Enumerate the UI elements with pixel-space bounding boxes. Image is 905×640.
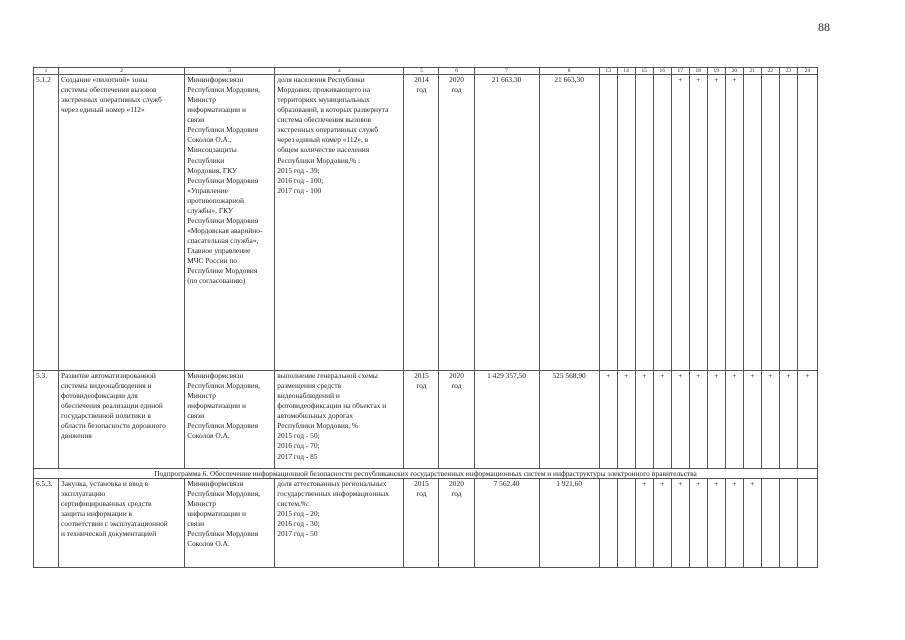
mark-cell — [797, 479, 817, 568]
executor: Мининформсвязи Республики Мордовия, Министр информатизации и связи Республики Мордовия Соколов О.А. — [187, 371, 260, 441]
subprogram-row — [34, 469, 818, 479]
mark-cell: + — [725, 479, 743, 568]
mark-cell: + — [689, 371, 707, 469]
subprogram-heading: Подпрограмма 6. Обеспечение информационной безопасности республиканских государственных информационных систем и инфраструктуры электронного правительства — [34, 469, 818, 479]
mark-cell: + — [635, 371, 653, 469]
mark-cell: + — [653, 371, 671, 469]
start-year: 2015 год — [414, 479, 429, 499]
measure-name: Развитие автоматизированной системы видеонаблюдения и фотовидеофиксации для обеспечения реализации единой государственной политики в области безопасности дорожного движения — [61, 371, 166, 441]
column-number: 18 — [689, 68, 707, 75]
column-number: 3 — [185, 68, 275, 75]
mark-cell — [599, 479, 617, 568]
column-number: 2 — [59, 68, 185, 75]
indicator: выполнение генеральной схемы размещения средств видеонаблюдений и фотовидеофиксации на объектах и автомобильных дорогах Республики Мордовия, % 2015 год - 50; 2016 год - 70; 2017 год - 85 — [277, 371, 387, 461]
page-number: 88 — [818, 20, 830, 34]
end-year: 2020 год — [449, 75, 464, 95]
column-number: 24 — [797, 68, 817, 75]
column-number: 16 — [653, 68, 671, 75]
table-row — [34, 371, 818, 469]
mark-cell: + — [635, 479, 653, 568]
mark-cell: + — [779, 371, 797, 469]
mark-cell: + — [653, 479, 671, 568]
mark-cell — [761, 479, 779, 568]
budget-funding: 1 921,60 — [539, 479, 599, 568]
budget-funding: 21 663,30 — [539, 75, 599, 371]
program-table — [33, 67, 818, 568]
start-year: 2015 год — [414, 371, 429, 391]
mark-cell: + — [671, 371, 689, 469]
indicator: доля населения Республики Мордовия, проживающего на территориях муниципальных образований, в которых развернута система обеспечения вызовов экстренных оперативных служб через единый номер «112», в общем количестве населения Республики Мордовия,% : 2015 год - 39; 2016 год - 100; 2017 год - 100 — [277, 75, 389, 195]
mark-cell: + — [689, 479, 707, 568]
mark-cell — [635, 75, 653, 371]
mark-cell — [617, 479, 635, 568]
column-number: 15 — [635, 68, 653, 75]
executor: Мининформсвязи Республики Мордовия, Министр информатизации и связи Республики Мордовия Соколов О.А. — [187, 479, 260, 549]
mark-cell: + — [689, 75, 707, 371]
column-number: 4 — [275, 68, 404, 75]
mark-cell: + — [725, 371, 743, 469]
mark-cell — [779, 75, 797, 371]
mark-cell: + — [599, 371, 617, 469]
indicator: доля аттестованных региональных государственных информационных систем,%: 2015 год - 20; 2016 год - 30; 2017 год - 50 — [277, 479, 389, 539]
mark-cell: + — [671, 479, 689, 568]
mark-cell: + — [707, 75, 725, 371]
mark-cell — [779, 479, 797, 568]
mark-cell — [599, 75, 617, 371]
column-number: 23 — [779, 68, 797, 75]
end-year: 2020 год — [449, 479, 464, 499]
budget-funding: 525 568,90 — [539, 371, 599, 469]
mark-cell — [617, 75, 635, 371]
column-number: 17 — [671, 68, 689, 75]
column-number: 5 — [404, 68, 439, 75]
mark-cell: + — [707, 371, 725, 469]
mark-cell: + — [725, 75, 743, 371]
end-year: 2020 год — [449, 371, 464, 391]
mark-cell — [743, 75, 761, 371]
column-number: 14 — [617, 68, 635, 75]
mark-cell: + — [761, 371, 779, 469]
mark-cell: + — [743, 371, 761, 469]
total-funding: 1 429 357,50 — [474, 371, 539, 469]
row-number: 6.5.3. — [34, 479, 59, 568]
table-row — [34, 75, 818, 371]
column-number: 1 — [34, 68, 59, 75]
column-number: 19 — [707, 68, 725, 75]
mark-cell: + — [617, 371, 635, 469]
measure-name: Создание «пилотной» зоны системы обеспечения вызовов экстренных оперативных служб через единый номер «112» — [61, 75, 162, 115]
mark-cell: + — [671, 75, 689, 371]
row-number: 5.1.2 — [34, 75, 59, 371]
mark-cell — [761, 75, 779, 371]
measure-name: Закупка, установка и ввод в эксплуатацию сертифицированных средств защиты информации в соответствии с эксплуатационной и технической документацией — [61, 479, 168, 539]
mark-cell: + — [707, 479, 725, 568]
column-number-row — [34, 68, 818, 75]
total-funding: 7 562,40 — [474, 479, 539, 568]
column-number: 6 — [439, 68, 474, 75]
table-row — [34, 479, 818, 568]
column-number: 22 — [761, 68, 779, 75]
mark-cell: + — [797, 371, 817, 469]
column-number: 8 — [539, 68, 599, 75]
row-number: 5.3. — [34, 371, 59, 469]
mark-cell — [653, 75, 671, 371]
total-funding: 21 663,30 — [474, 75, 539, 371]
column-number: 13 — [599, 68, 617, 75]
column-number: 21 — [743, 68, 761, 75]
column-number: 7 — [474, 68, 539, 75]
mark-cell: + — [743, 479, 761, 568]
mark-cell — [797, 75, 817, 371]
start-year: 2014 год — [414, 75, 429, 95]
column-number: 20 — [725, 68, 743, 75]
executor: Мининформсвязи Республики Мордовия, Министр информатизации и связи Республики Мордовия Соколов О.А., Минсоцзащиты Республики Мордовия, ГКУ Республики Мордовия «Управление противопожарной службы», ГКУ Республики Мордовия «Мордовская аварийно- спасательная служба», Главное управление МЧС России по Республике Мордовия (по согласованию) — [187, 75, 263, 286]
